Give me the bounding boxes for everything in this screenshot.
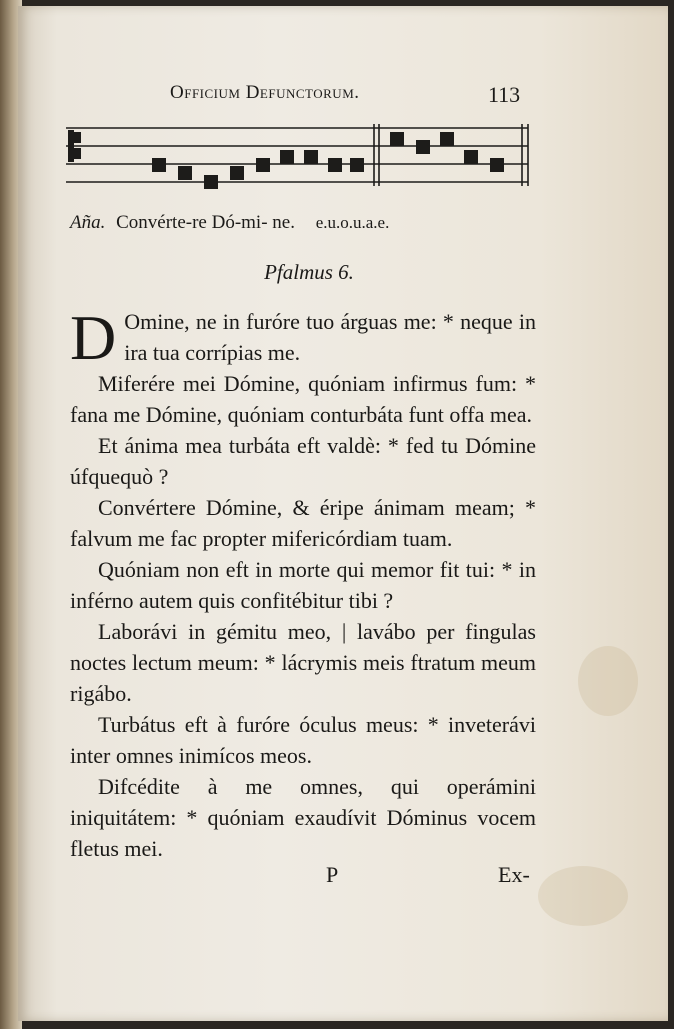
chant-neumes: [152, 132, 504, 189]
page-number: 113: [488, 82, 521, 107]
paper-stain: [578, 646, 638, 716]
verse: Difcédite à me omnes, qui operámini iniquitátem: * quóniam exaudívit Dóminus vocem fletus mei.: [70, 774, 536, 861]
euouae-text: e.u.o.u.a.e.: [315, 213, 390, 232]
verse: Laborávi in gémitu meo, | lavábo per fingulas noctes lectum meum: * lácrymis meis ftratum meum rigábo.: [70, 619, 536, 706]
verse: Et ánima mea turbáta eft valdè: * fed tu Dómine úfquequò ?: [70, 433, 536, 489]
psalm-text: [70, 302, 536, 864]
staff-lines: [66, 128, 528, 182]
chant-text: [70, 212, 389, 234]
verse: [70, 302, 536, 373]
psalm-heading: Pfalmus 6.: [264, 260, 354, 284]
page-header: [150, 82, 550, 112]
verse: Quóniam non eft in morte qui memor fit tui: * in inférno autem quis confitébitur tibi ?: [70, 557, 536, 613]
verse: Miferére mei Dómine, quóniam infirmus fum: * fana me Dómine, quóniam conturbáta funt offa mea.: [70, 371, 536, 427]
running-title: Officium Defunctorum.: [170, 82, 360, 103]
drop-cap: D: [70, 302, 117, 373]
catchword: Ex-: [498, 862, 530, 887]
chant-staff: [66, 120, 534, 200]
page-footer: [60, 862, 560, 892]
signature-mark: P: [326, 862, 339, 887]
antiphon-label: Aña.: [70, 212, 106, 233]
verse: Convértere Dómine, & éripe ánimam meam; * falvum me fac propter mifericórdiam tuam.: [70, 495, 536, 551]
verse-text: Omine, ne in furóre tuo árguas me: * neque in ira tua corrípias me.: [124, 309, 536, 365]
verse: Turbátus eft à furóre óculus meus: * inveterávi inter omnes inimícos meos.: [70, 712, 536, 768]
antiphon-words: Convérte-re Dó-mi- ne.: [116, 212, 295, 233]
